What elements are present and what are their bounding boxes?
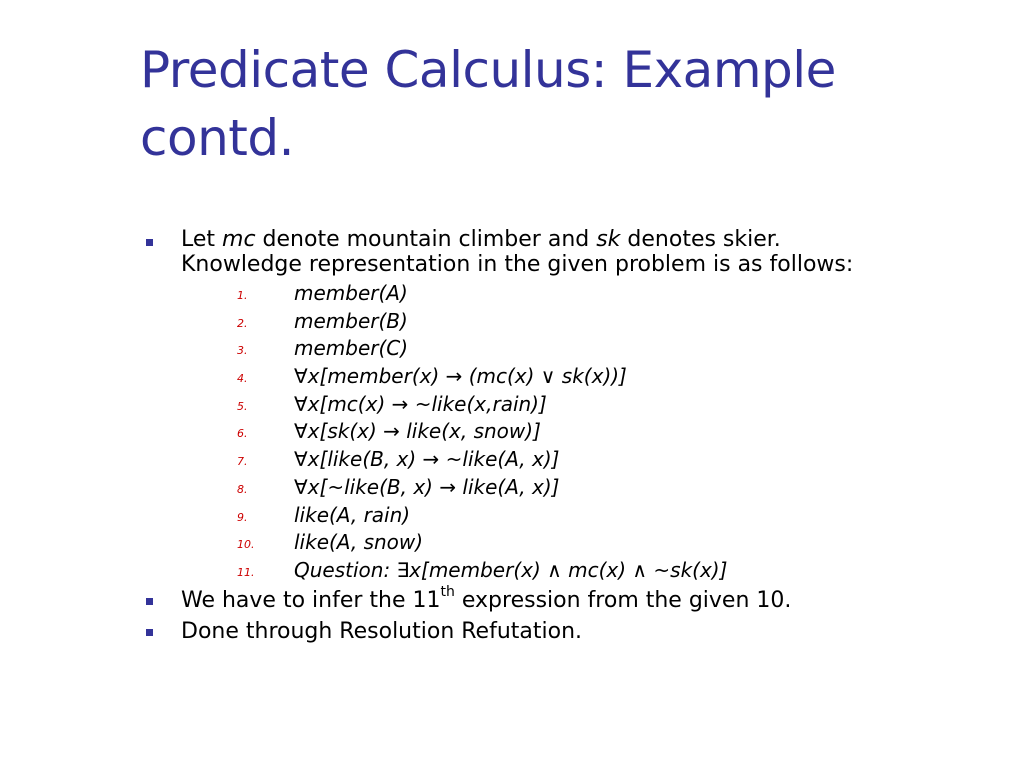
text-resolution-refutation: Done through Resolution Refutation. (181, 618, 583, 644)
text-sk: sk (596, 227, 621, 252)
bullet-square-icon (146, 598, 153, 605)
formula-item (181, 557, 1000, 585)
text-infer-post: expression from the given 10. (454, 587, 792, 613)
formula-number: 7. (237, 455, 248, 469)
formula-number: 1. (237, 289, 248, 302)
formula-item (181, 391, 1000, 419)
formula-expression: member(B) (294, 308, 408, 333)
formula-item (181, 446, 1000, 474)
slide-title-line-2: contd. (140, 109, 295, 167)
formula-expression: ∀x[mc(x) → ~like(x,rain)] (294, 391, 547, 416)
bullet-square-icon (146, 239, 153, 246)
formula-number: 8. (237, 482, 248, 496)
formula-item (181, 280, 1000, 308)
formula-expression: ∀x[~like(B, x) → like(A, x)] (294, 474, 560, 499)
bullet-square-icon (146, 629, 153, 636)
formula-expression: like(A, snow) (294, 530, 424, 555)
text-let: Let (181, 227, 223, 252)
formula-number: 9. (237, 510, 248, 524)
bullet-resolution-refutation (140, 617, 1000, 647)
formula-number: 3. (237, 344, 248, 358)
text-mc: mc (222, 227, 256, 252)
formula-number: 6. (237, 427, 248, 441)
formula-number: 4. (237, 372, 248, 386)
formula-item (181, 335, 1000, 363)
text-denote-mountain-climber: denote mountain climber and (255, 227, 597, 252)
formula-expression: like(A, rain) (294, 502, 411, 527)
formula-item (181, 474, 1000, 502)
formula-item (181, 529, 1000, 557)
formula-expression: member(A) (294, 281, 408, 305)
formula-item (181, 308, 1000, 336)
formula-item (181, 502, 1000, 530)
bullet-1-line-2: Knowledge representation in the given problem is as follows: (181, 252, 854, 277)
formula-item (181, 418, 1000, 446)
formula-item (181, 363, 1000, 391)
formula-expression: member(C) (294, 336, 409, 361)
text-denotes-skier: denotes skier. (620, 227, 781, 252)
slide-title-line-1: Predicate Calculus: Example (140, 41, 836, 99)
text-superscript-th: th (440, 584, 455, 601)
bullet-infer-11th (140, 585, 1000, 617)
formula-expression: Question: ∃x[member(x) ∧ mc(x) ∧ ~sk(x)] (294, 557, 728, 582)
formula-expression: ∀x[sk(x) → like(x, snow)] (294, 419, 541, 444)
formula-number: 11. (237, 565, 255, 579)
formula-number: 2. (237, 316, 248, 330)
bullet-knowledge-representation (140, 227, 1000, 585)
numbered-formula-list (181, 280, 1000, 585)
formula-number: 5. (237, 399, 248, 413)
bullet-1-line-1 (181, 227, 1000, 253)
formula-expression: ∀x[member(x) → (mc(x) ∨ sk(x))] (294, 364, 627, 389)
formula-number: 10. (237, 538, 255, 552)
formula-expression: ∀x[like(B, x) → ~like(A, x)] (294, 447, 560, 472)
slide-body (140, 224, 1000, 647)
slide-title (140, 36, 980, 172)
text-infer-pre: We have to infer the 11 (181, 587, 441, 613)
